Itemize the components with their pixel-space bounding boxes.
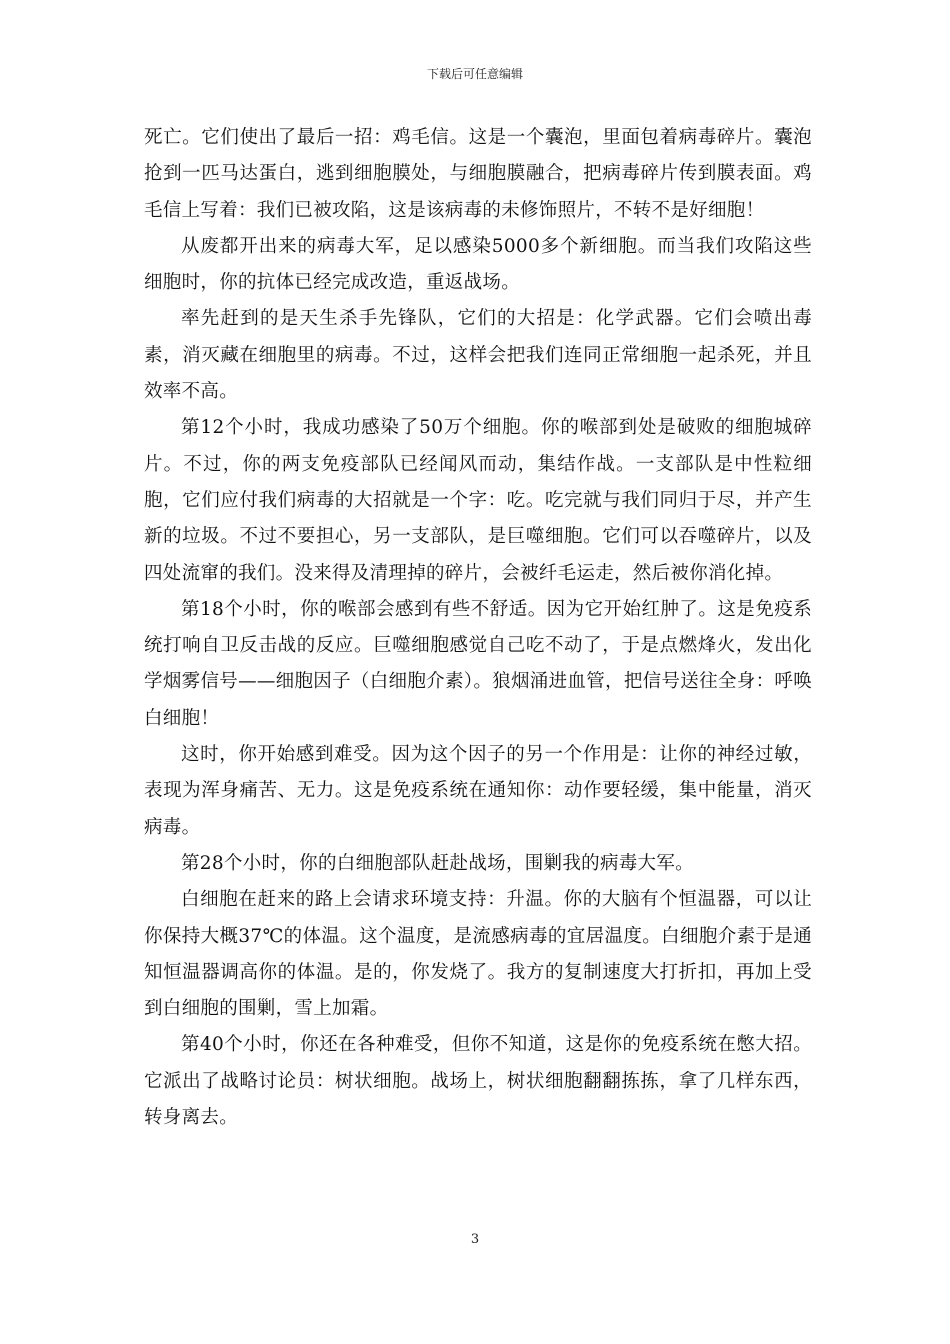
paragraph: 第28个小时，你的白细胞部队赶赴战场，围剿我的病毒大军。 (181, 852, 694, 874)
body-text (144, 120, 812, 1136)
paragraph: 这时，你开始感到难受。因为这个因子的另一个作用是：让你的神经过敏，表现为浑身痛苦、无力。这是免疫系统在通知你：动作要轻缓，集中能量，消灭病毒。 (144, 744, 812, 838)
page-header: 下载后可任意编辑 (426, 67, 523, 81)
paragraph: 率先赶到的是天生杀手先锋队，它们的大招是：化学武器。它们会喷出毒素，消灭藏在细胞里的病毒。不过，这样会把我们连同正常细胞一起杀死，并且效率不高。 (144, 308, 812, 403)
page-number: 3 (470, 1232, 480, 1247)
paragraph: 第18个小时，你的喉部会感到有些不舒适。因为它开始红肿了。这是免疫系统打响自卫反击战的反应。巨噬细胞感觉自己吃不动了，于是点燃烽火，发出化学烟雾信号——细胞因子（白细胞介素）。狼烟涌进血管，把信号送往全身：呼唤白细胞！ (144, 598, 812, 729)
paragraph: 第40个小时，你还在各种难受，但你不知道，这是你的免疫系统在憋大招。它派出了战略讨论员：树状细胞。战场上，树状细胞翻翻拣拣，拿了几样东西，转身离去。 (144, 1034, 812, 1129)
paragraph: 白细胞在赶来的路上会请求环境支持：升温。你的大脑有个恒温器，可以让你保持大概37℃的体温。这个温度，是流感病毒的宜居温度。白细胞介素于是通知恒温器调高你的体温。是的，你发烧了。我方的复制速度大打折扣，再加上受到白细胞的围剿，雪上加霜。 (144, 889, 812, 1020)
paragraph: 第12个小时，我成功感染了50万个细胞。你的喉部到处是破败的细胞城碎片。不过，你的两支免疫部队已经闻风而动，集结作战。一支部队是中性粒细胞，它们应付我们病毒的大招就是一个字：吃。吃完就与我们同归于尽，并产生新的垃圾。不过不要担心，另一支部队，是巨噬细胞。它们可以吞噬碎片，以及四处流窜的我们。没来得及清理掉的碎片，会被纤毛运走，然后被你消化掉。 (144, 417, 812, 584)
paragraph: 从废都开出来的病毒大军，足以感染5000多个新细胞。而当我们攻陷这些细胞时，你的抗体已经完成改造，重返战场。 (144, 235, 812, 294)
paragraph-continued: 死亡。它们使出了最后一招：鸡毛信。这是一个囊泡，里面包着病毒碎片。囊泡抢到一匹马达蛋白，逃到细胞膜处，与细胞膜融合，把病毒碎片传到膜表面。鸡毛信上写着：我们已被攻陷，这是该病毒的未修饰照片，不转不是好细胞！ (144, 127, 812, 221)
